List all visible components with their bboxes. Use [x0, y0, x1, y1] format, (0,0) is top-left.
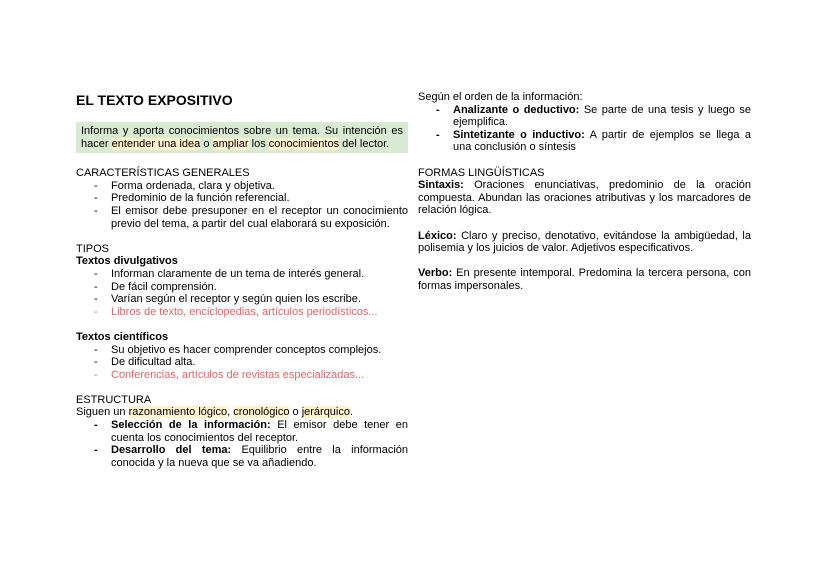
item-text: Se parte de una tesis y luego se ejemplifica.: [453, 103, 751, 129]
list-item: [418, 129, 751, 154]
list-item: [418, 104, 751, 129]
lexico-label: Léxico:: [418, 229, 457, 242]
highlight-jerarquico: jerárquico: [301, 406, 350, 419]
verbo-paragraph: [418, 267, 751, 292]
intro-text: .: [350, 406, 354, 419]
list-item: - De dificultad alta.: [76, 356, 408, 369]
subheading-cientificos: Textos científicos: [76, 330, 169, 343]
summary-box: [76, 122, 408, 153]
divulgativos-list: [76, 268, 408, 318]
list-item: - Predominio de la función referencial.: [76, 192, 408, 205]
intro-text: o: [289, 406, 302, 419]
subheading-divulgativos: Textos divulgativos: [76, 255, 178, 268]
section-heading-estructura: ESTRUCTURA: [76, 393, 152, 406]
list-item: - Varían según el receptor y según quien los escribe.: [76, 293, 408, 306]
sintaxis-label: Sintaxis:: [418, 179, 464, 192]
intro-text: Siguen un: [76, 406, 129, 419]
item-text: El emisor debe tener en cuenta los conocimientos del receptor.: [111, 419, 408, 444]
estructura-list: [76, 419, 408, 469]
summary-text: los: [248, 137, 269, 150]
item-label: Analizante o deductivo:: [453, 103, 580, 116]
right-column: [418, 91, 751, 293]
summary-text: del lector.: [339, 137, 390, 150]
list-item: - Forma ordenada, clara y objetiva.: [76, 180, 408, 193]
left-column: [76, 92, 408, 469]
cientificos-list: [76, 344, 408, 382]
caracteristicas-list: [76, 180, 408, 230]
lexico-text: Claro y preciso, denotativo, evitándose la ambigüedad, la polisemia y los juicios de valor. Adjetivos especificativos.: [418, 229, 751, 255]
summary-text: o: [200, 137, 213, 150]
highlight-cronologico: cronológico: [233, 406, 290, 419]
verbo-label: Verbo:: [418, 267, 453, 280]
intro-text: ,: [227, 406, 234, 419]
verbo-text: En presente intemporal. Predomina la tercera persona, con formas impersonales.: [418, 267, 751, 292]
section-heading-formas: FORMAS LINGÜÍSTICAS: [418, 166, 545, 179]
section-heading-tipos: TIPOS: [76, 242, 110, 255]
sintaxis-text: Oraciones enunciativas, predominio de la oración compuesta. Abundan las oraciones atributivas y los marcadores de relación lógica.: [418, 179, 751, 217]
lexico-paragraph: [418, 230, 751, 255]
estructura-intro: [76, 406, 408, 419]
examples-item: - Conferencias, artículos de revistas especializadas...: [76, 369, 408, 382]
highlight-logico: razonamiento lógico: [128, 406, 228, 419]
summary-highlight-3: conocimientos: [268, 137, 340, 150]
item-text: A partir de ejemplos se llega a una conclusión o síntesis: [453, 128, 751, 154]
list-item: - Informan claramente de un tema de interés general.: [76, 268, 408, 281]
orden-intro: Según el orden de la información:: [418, 91, 583, 103]
list-item: [76, 444, 408, 469]
examples-item: - Libros de texto, enciclopedias, artículos periodísticos...: [76, 306, 408, 319]
summary-highlight-1: entender una idea: [111, 137, 201, 150]
item-label: Desarrollo del tema:: [111, 444, 232, 457]
list-item: - De fácil comprensión.: [76, 281, 408, 294]
summary-highlight-2: ampliar: [212, 137, 249, 150]
page-title: EL TEXTO EXPOSITIVO: [76, 92, 233, 108]
list-item: [76, 419, 408, 444]
sintaxis-paragraph: [418, 179, 751, 217]
item-label: Selección de la información:: [111, 419, 271, 432]
orden-list: [418, 104, 751, 154]
summary-text: Informa y aporta conocimientos sobre un tema. Su intención es hacer: [81, 125, 403, 150]
list-item: - Su objetivo es hacer comprender conceptos complejos.: [76, 344, 408, 357]
section-heading-caracteristicas: CARACTERÍSTICAS GENERALES: [76, 167, 250, 180]
list-item: - El emisor debe presuponer en el receptor un conocimiento previo del tema, a partir del cual elaborará su exposición.: [76, 205, 408, 230]
item-label: Sintetizante o inductivo:: [453, 128, 585, 141]
item-text: Equilibrio entre la información conocida y la nueva que se va añadiendo.: [111, 444, 408, 469]
